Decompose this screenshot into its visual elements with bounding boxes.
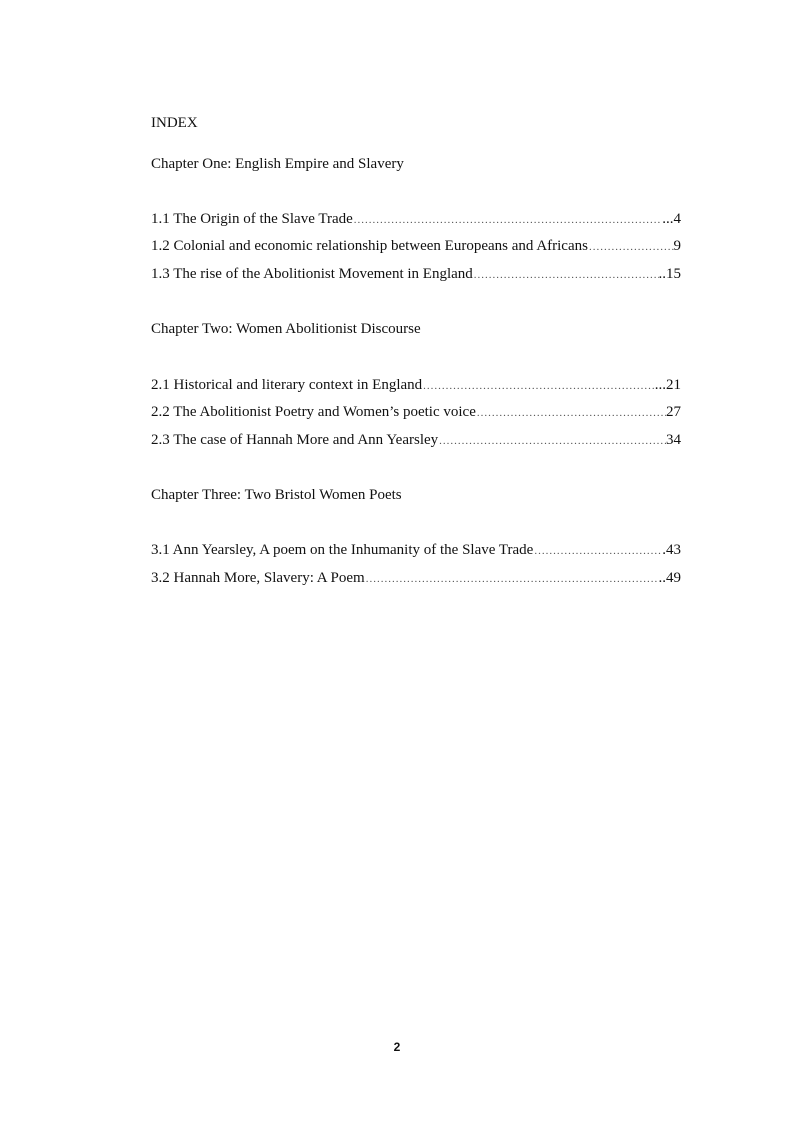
- toc-entry: [151, 265, 681, 284]
- dot-leader: [353, 211, 662, 229]
- toc-entry-page: 9: [673, 238, 681, 254]
- dot-leader: [365, 570, 659, 588]
- toc-entry-label: 1.3 The rise of the Abolitionist Movement in England: [151, 266, 473, 282]
- toc-entry-label: 1.1 The Origin of the Slave Trade: [151, 211, 353, 227]
- toc-entry-page: 27: [666, 404, 681, 420]
- toc-entry-page: ...4: [662, 211, 681, 227]
- toc-entry: [151, 376, 681, 395]
- toc-entry: [151, 431, 681, 450]
- chapter-heading: Chapter Three: Two Bristol Women Poets: [151, 487, 402, 503]
- dot-leader: [533, 542, 662, 560]
- toc-entry-page: 34: [666, 432, 681, 448]
- toc-entry-label: 3.2 Hannah More, Slavery: A Poem: [151, 570, 365, 586]
- toc-entry: [151, 569, 681, 588]
- toc-entry-page: ..15: [658, 266, 681, 282]
- toc-entry-label: 1.2 Colonial and economic relationship between Europeans and Africans: [151, 238, 588, 254]
- toc-entry: [151, 210, 681, 229]
- toc-entry: [151, 237, 681, 256]
- toc-entry-page: ..49: [658, 570, 681, 586]
- dot-leader: [438, 432, 666, 450]
- toc-entry-page: ...21: [654, 377, 681, 393]
- toc-entry: [151, 403, 681, 422]
- chapter-heading: Chapter Two: Women Abolitionist Discourse: [151, 321, 421, 337]
- chapter-heading: Chapter One: English Empire and Slavery: [151, 156, 404, 172]
- toc-entry-label: 3.1 Ann Yearsley, A poem on the Inhumanity of the Slave Trade: [151, 542, 534, 558]
- dot-leader: [473, 266, 659, 284]
- dot-leader: [476, 404, 666, 422]
- index-title: INDEX: [151, 115, 198, 131]
- toc-entry-label: 2.1 Historical and literary context in England: [151, 377, 423, 393]
- toc-entry-label: 2.2 The Abolitionist Poetry and Women’s poetic voice: [151, 404, 476, 420]
- dot-leader: [588, 238, 674, 256]
- toc-entry: [151, 541, 681, 560]
- toc-entry-page: .43: [662, 542, 681, 558]
- page-number: 2: [393, 1040, 401, 1054]
- dot-leader: [422, 377, 655, 395]
- toc-entry-label: 2.3 The case of Hannah More and Ann Yearsley: [151, 432, 439, 448]
